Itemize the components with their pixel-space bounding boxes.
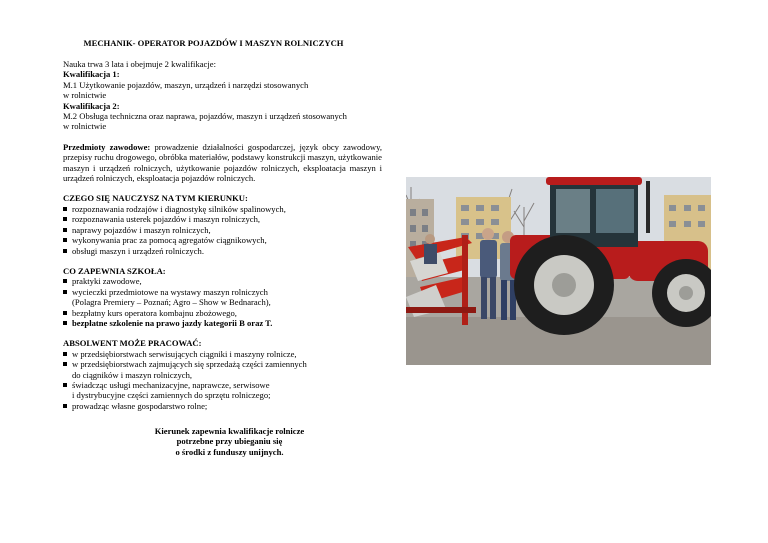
list-item — [63, 308, 382, 318]
bullet-icon — [63, 228, 67, 232]
qualification-2-label: Kwalifikacja 2: — [63, 100, 120, 111]
learn-list — [63, 204, 382, 256]
bullet-icon — [63, 404, 67, 408]
graduate-heading: ABSOLWENT MOŻE PRACOWAĆ: — [63, 338, 202, 349]
list-item — [63, 214, 382, 224]
learn-section — [63, 193, 382, 255]
list-item-text: wycieczki przedmiotowe na wystawy maszyn rolniczych — [72, 286, 268, 297]
bullet-icon — [63, 352, 67, 356]
bullet-icon — [63, 217, 67, 221]
list-item-text: w przedsiębiorstwach zajmujących się sprzedażą części zamiennych — [72, 359, 307, 370]
subjects-paragraph — [63, 142, 382, 184]
graduate-list — [63, 349, 382, 411]
list-item — [63, 235, 382, 245]
document-title: MECHANIK- OPERATOR POJAZDÓW I MASZYN ROLNICZYCH — [83, 38, 344, 48]
graduate-section — [63, 338, 382, 411]
list-item — [63, 349, 382, 359]
footer-line: o środki z funduszy unijnych. — [175, 446, 284, 457]
school-list — [63, 276, 382, 328]
qualification-1-text-cont: w rolnictwie — [63, 90, 107, 101]
tractor-photo — [406, 177, 711, 365]
qualification-2-text: M.2 Obsługa techniczna oraz naprawa, pojazdów, maszyn i urządzeń stosowanych — [63, 111, 347, 122]
bullet-icon — [63, 311, 67, 315]
footer-line: potrzebne przy ubieganiu się — [176, 436, 283, 447]
bullet-icon — [63, 279, 67, 283]
list-item-text: w przedsiębiorstwach serwisujących ciągniki i maszyny rolnicze, — [72, 348, 297, 359]
subjects-text: prowadzenie działalności gospodarczej, język obcy zawodowy, przepisy ruchu drogowego, obróbka materiałów, podstawy konstrukcji maszyn, użytkowanie maszyn i urządzeń rolniczych, użytkowanie pojazdów rolniczych, eksploatacja maszyn i urządzeń rolniczych, eksploatacja pojazdów rolniczych. — [63, 141, 383, 184]
qualification-1-label: Kwalifikacja 1: — [63, 69, 120, 80]
bullet-icon — [63, 249, 67, 253]
list-item — [63, 401, 382, 411]
school-section — [63, 266, 382, 328]
list-item — [63, 276, 382, 286]
list-item-text: bezpłatne szkolenie na prawo jazdy kategorii B oraz T. — [72, 317, 273, 328]
list-item — [63, 204, 382, 214]
list-item-text-cont: (Polagra Premiery – Poznań; Agro – Show w Bednarach), — [72, 297, 271, 308]
list-item-text: prowadząc własne gospodarstwo rolne; — [72, 400, 208, 411]
learn-heading: CZEGO SIĘ NAUCZYSZ NA TYM KIERUNKU: — [63, 193, 248, 204]
qualification-2-text-cont: w rolnictwie — [63, 121, 107, 132]
list-item-text-cont: do ciągników i maszyn rolniczych, — [72, 369, 193, 380]
footer-line: Kierunek zapewnia kwalifikacje rolnicze — [154, 426, 305, 437]
bullet-icon — [63, 362, 67, 366]
bullet-icon — [63, 207, 67, 211]
intro-block — [63, 59, 382, 132]
list-item-text: praktyki zawodowe, — [72, 276, 142, 287]
subjects-label: Przedmioty zawodowe: — [63, 141, 151, 152]
list-item-text: świadcząc usługi mechanizacyjne, naprawcze, serwisowe — [72, 379, 270, 390]
tractor-photo-illustration — [406, 177, 711, 365]
list-item-text: bezpłatny kurs operatora kombajnu zbożowego, — [72, 307, 237, 318]
list-item — [63, 359, 382, 380]
list-item — [63, 380, 382, 401]
bullet-icon — [63, 383, 67, 387]
qualification-1-text: M.1 Użytkowanie pojazdów, maszyn, urządzeń i narzędzi stosowanych — [63, 79, 309, 90]
bullet-icon — [63, 238, 67, 242]
list-item — [63, 246, 382, 256]
bullet-icon — [63, 321, 67, 325]
intro-line: Nauka trwa 3 lata i obejmuje 2 kwalifikacje: — [63, 59, 216, 69]
list-item-text-cont: i dystrybucyjne części zamiennych do sprzętu rolniczego; — [72, 390, 271, 401]
list-item — [63, 287, 382, 308]
bullet-icon — [63, 290, 67, 294]
list-item-text: naprawy pojazdów i maszyn rolniczych, — [72, 224, 211, 235]
list-item — [63, 225, 382, 235]
list-item-text: obsługi maszyn i urządzeń rolniczych. — [72, 245, 204, 256]
list-item-text: wykonywania prac za pomocą agregatów ciągnikowych, — [72, 235, 267, 246]
list-item-text: rozpoznawania usterek pojazdów i maszyn rolniczych, — [72, 214, 261, 225]
footer-note — [63, 426, 382, 457]
list-item — [63, 318, 382, 328]
list-item-text: rozpoznawania rodzajów i diagnostykę silników spalinowych, — [72, 203, 286, 214]
document-text-column — [63, 38, 382, 457]
school-heading: CO ZAPEWNIA SZKOŁA: — [63, 265, 166, 276]
